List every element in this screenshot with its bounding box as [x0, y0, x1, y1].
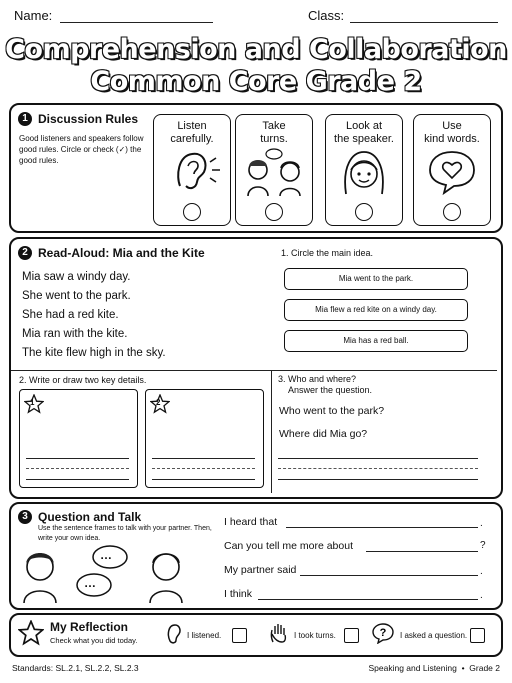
frame-punct: . [480, 590, 483, 601]
frame-punct: . [480, 566, 483, 577]
frame-line[interactable] [300, 575, 478, 576]
section2-divider-horizontal [11, 370, 497, 371]
story-line: She had a red kite. [22, 309, 119, 321]
section2-divider-vertical [271, 370, 272, 493]
rule-label: Listen carefully. [170, 120, 214, 145]
section-number-2: 2 [18, 246, 32, 260]
answer-line-dashed[interactable] [152, 468, 255, 469]
reflection-checkbox-asked-question[interactable] [470, 628, 485, 643]
two-children-talking-icon [236, 146, 312, 196]
answer-line[interactable] [278, 458, 478, 459]
answer-line[interactable] [26, 479, 129, 480]
question-bubble-icon [371, 622, 395, 644]
reflection-item-label: I listened. [187, 631, 222, 640]
answer-line-dashed[interactable] [278, 468, 478, 469]
reflection-checkbox-took-turns[interactable] [344, 628, 359, 643]
key-detail-box-1[interactable] [19, 389, 138, 488]
frame-line[interactable] [258, 599, 478, 600]
frame-punct: . [480, 518, 483, 529]
story-line: She went to the park. [22, 290, 131, 302]
q2-prompt: 2. Write or draw two key details. [19, 375, 147, 385]
footer-subject: Speaking and Listening • Grade 2 [368, 663, 500, 673]
section1-heading: Discussion Rules [38, 112, 139, 126]
q1-prompt: 1. Circle the main idea. [281, 248, 374, 258]
bubble-text: … [100, 548, 112, 562]
name-label: Name: [14, 8, 53, 23]
story-text [22, 268, 166, 363]
rule-card-take-turns[interactable] [235, 114, 313, 226]
answer-line[interactable] [278, 479, 478, 480]
rule-checkbox-circle[interactable] [355, 203, 373, 221]
page-title [0, 34, 512, 98]
name-field[interactable] [60, 22, 213, 23]
class-field[interactable] [350, 22, 498, 23]
reflection-item-label: I asked a question. [400, 631, 468, 640]
star-number: 1 [30, 398, 35, 407]
footer-standards: Standards: SL.2.1, SL.2.2, SL.2.3 [12, 663, 139, 673]
star-number: 2 [156, 398, 161, 407]
girl-face-icon [326, 146, 402, 196]
sentence-frame: My partner said [224, 564, 297, 576]
answer-line[interactable] [152, 458, 255, 459]
answer-line[interactable] [152, 479, 255, 480]
section-number-3: 3 [18, 510, 32, 524]
story-line: Mia saw a windy day. [22, 271, 131, 283]
key-detail-box-2[interactable] [145, 389, 264, 488]
main-idea-option[interactable]: Mia went to the park. [284, 268, 468, 290]
bubble-text: … [84, 576, 96, 590]
rule-label: Look at the speaker. [334, 120, 394, 145]
rule-checkbox-circle[interactable] [183, 203, 201, 221]
rule-card-listen[interactable] [153, 114, 231, 226]
rule-card-kind-words[interactable] [413, 114, 491, 226]
q3-question: Where did Mia go? [279, 428, 368, 440]
svg-text:?: ? [379, 627, 387, 639]
hand-icon [268, 622, 290, 644]
rule-label: Use kind words. [424, 120, 480, 145]
frame-punct: ? [480, 540, 486, 551]
star-icon [18, 620, 44, 646]
reflection-subtext: Check what you did today. [50, 636, 138, 645]
frame-line[interactable] [286, 527, 478, 528]
frame-line[interactable] [366, 551, 478, 552]
reflection-checkbox-listened[interactable] [232, 628, 247, 643]
reflection-heading: My Reflection [50, 620, 129, 634]
answer-line-dashed[interactable] [26, 468, 129, 469]
section1-instructions: Good listeners and speakers follow good rules. Circle or check (✓) the good rules. [19, 134, 144, 165]
section3-instructions: Use the sentence frames to talk with your partner. Then, write your own idea. [38, 525, 212, 542]
reflection-item-label: I took turns. [294, 631, 336, 640]
section3-heading: Question and Talk [38, 510, 142, 524]
ear-icon [166, 623, 182, 645]
rule-checkbox-circle[interactable] [265, 203, 283, 221]
rule-label: Take turns. [260, 120, 288, 145]
ear-icon [154, 146, 230, 196]
sentence-frame: I think [224, 588, 253, 600]
story-line: Mia ran with the kite. [22, 328, 128, 340]
section2-heading: Read-Aloud: Mia and the Kite [38, 246, 205, 260]
section-number-1: 1 [18, 112, 32, 126]
heart-speech-bubble-icon [414, 146, 490, 196]
story-line: The kite flew high in the sky. [22, 347, 166, 359]
sentence-frame: Can you tell me more about [224, 540, 353, 552]
rule-card-look-at-speaker[interactable] [325, 114, 403, 226]
rule-checkbox-circle[interactable] [443, 203, 461, 221]
sentence-frame: I heard that [224, 516, 278, 528]
class-label: Class: [308, 8, 345, 23]
main-idea-option[interactable]: Mia flew a red kite on a windy day. [284, 299, 468, 321]
title-line-1: Comprehension and Collaboration [5, 34, 507, 65]
q3-prompt: 3. Who and where? Answer the question. [278, 374, 373, 395]
main-idea-option[interactable]: Mia has a red ball. [284, 330, 468, 352]
title-line-2: Common Core Grade 2 [90, 66, 422, 97]
q3-question: Who went to the park? [279, 405, 385, 417]
answer-line[interactable] [26, 458, 129, 459]
